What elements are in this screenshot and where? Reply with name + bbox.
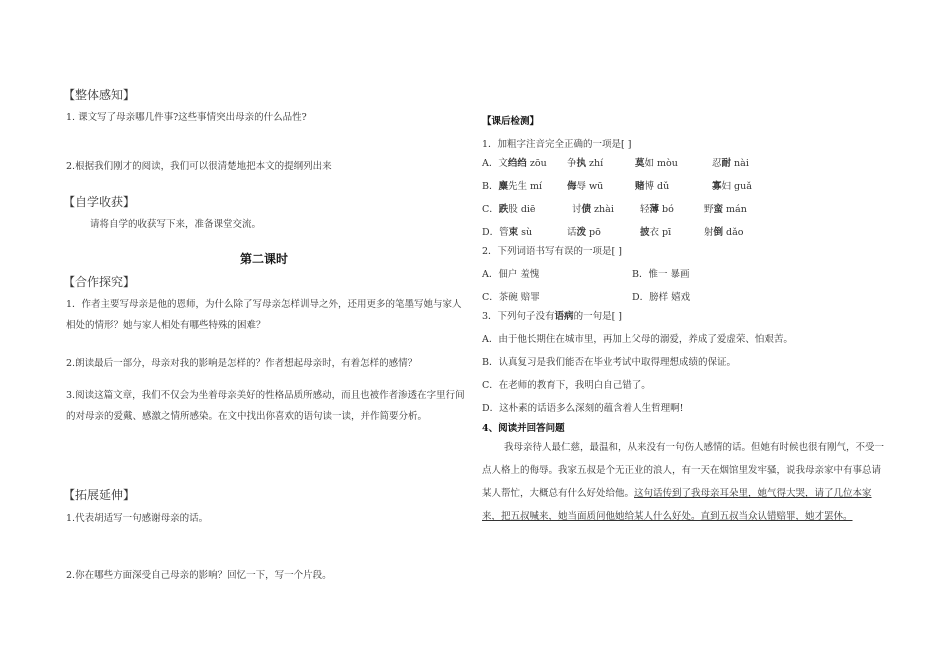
option-b-3: 赌博 dǔ: [635, 181, 670, 192]
option-a-1: A．文绉绉 zōu: [482, 158, 547, 169]
option-c-1: C．跌股 diē: [482, 204, 536, 215]
option-a-4: 忍耐 nài: [712, 158, 749, 169]
option-c-2: 讨债 zhài: [572, 204, 614, 215]
q3-option-c: C．在老师的教育下，我明白自己错了。: [482, 380, 651, 391]
inquiry-question-3: 3.阅读这篇文章，我们不仅会为坐着母亲美好的性格品质所感动，而且也被作者渗透在字里行间的对母亲的爱戴、感激之情所感染。在文中找出你喜欢的语句读一读，并作简要分析。: [66, 390, 465, 422]
q2-option-c: C．茶碗 赔罪: [482, 292, 540, 303]
q2-option-b: B．惟一 暴画: [632, 269, 690, 280]
option-d-4: 射倒 dǎo: [704, 227, 744, 238]
underlined-sentence: 这句话传到了我母亲耳朵里，她气得大哭，请了几位本家来，把五叔喊来，她当面质问他她给某人什么好处。直到五叔当众认错赔罪，她才罢休。: [482, 488, 872, 522]
lesson-title: 第二课时: [240, 252, 289, 266]
option-d-2: 话泼 pō: [567, 227, 601, 238]
reading-question-title: 4、阅读并回答问题: [482, 423, 565, 434]
option-a-2: 争执 zhí: [567, 158, 604, 169]
question-2: 2.根据我们刚才的阅读，我们可以很清楚地把本文的提纲列出来: [66, 161, 332, 172]
option-d-3: 披衣 pī: [640, 227, 672, 238]
inquiry-question-1: 1．作者主要写母亲是他的恩师，为什么除了写母亲怎样训导之外，还用更多的笔墨写她与家人相处的情形？她与家人相处有哪些特殊的困难？: [66, 299, 462, 331]
section-title-self-study: 【自学收获】: [63, 195, 136, 209]
question-1: 1. 课文写了母亲哪几件事?这些事情突出母亲的什么品性?: [66, 112, 307, 123]
q2-option-a: A．佃户 羞愧: [482, 269, 540, 280]
extension-question-2: 2.你在哪些方面深受自己母亲的影响？回忆一下，写一个片段。: [66, 570, 332, 581]
q2-option-d: D．膀样 嬉戏: [632, 292, 691, 303]
option-c-3: 轻薄 bó: [640, 204, 674, 215]
reading-passage: 我母亲待人最仁慈，最温和，从来没有一句伤人感情的话。但她有时候也很有刚气，不受一点人格上的侮辱。我家五叔是个无正业的浪人，有一天在烟馆里发牢骚，说我母亲家中有事总请某人帮忙，大概总有什么好处给他。这句话传到了我母亲耳朵里，她气得大哭，请了几位本家来，把五叔喊来，她当面质问他她给某人什么好处。直到五叔当众认错赔罪，她才罢休。: [482, 442, 885, 522]
test-question-3: 3．下列句子没有语病的一句是[ ]: [482, 311, 622, 322]
self-study-text: 请将自学的收获写下来，准备课堂交流。: [90, 219, 262, 230]
test-question-1: 1．加粗字注音完全正确的一项是[ ]: [482, 139, 632, 150]
section-title-cooperative-inquiry: 【合作探究】: [63, 275, 136, 289]
option-b-1: B．麋先生 mí: [482, 181, 543, 192]
option-b-4: 寡妇 guǎ: [712, 181, 752, 192]
inquiry-question-2: 2.朗读最后一部分，母亲对我的影响是怎样的？作者想起母亲时，有着怎样的感情？: [66, 358, 418, 369]
option-a-3: 莫如 mòu: [635, 158, 678, 169]
option-c-4: 野蛮 mán: [704, 204, 747, 215]
test-question-2: 2．下列词语书写有误的一项是[ ]: [482, 246, 622, 257]
extension-question-1: 1.代表胡适写一句感谢母亲的话。: [66, 513, 209, 524]
section-title-overall-perception: 【整体感知】: [63, 88, 136, 102]
option-b-2: 侮辱 wū: [567, 181, 604, 192]
q3-option-a: A．由于他长期住在城市里，再加上父母的溺爱，养成了爱虚荣、怕艰苦。: [482, 334, 793, 345]
q3-option-b: B．认真复习是我们能否在毕业考试中取得理想成绩的保证。: [482, 357, 736, 368]
option-d-1: D．管束 sù: [482, 227, 533, 238]
section-title-after-class-test: 【课后检测】: [482, 116, 540, 127]
section-title-extension: 【拓展延伸】: [63, 488, 136, 502]
q3-option-d: D．这朴素的话语多么深刻的蕴含着人生哲理啊!: [482, 403, 684, 414]
